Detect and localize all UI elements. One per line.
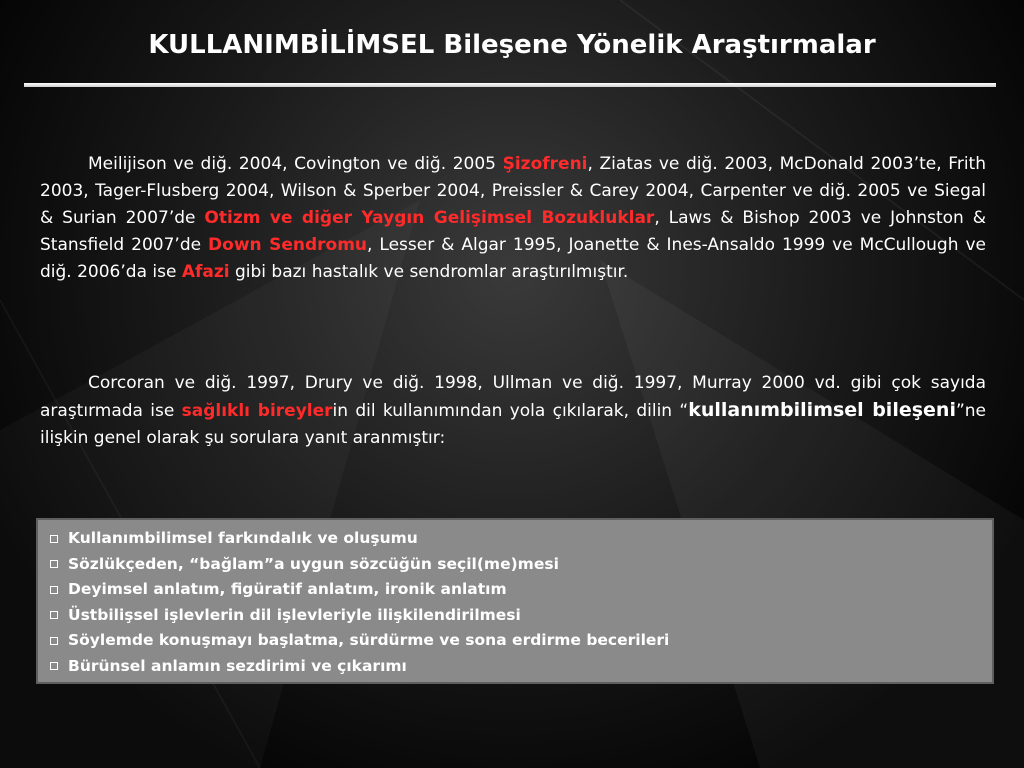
- paragraph-1-text-4: , Lesser & Algar 1995, Joanette & Ines-Ansaldo 1999 ve McCullough ve diğ. 2006’da ise: [40, 235, 986, 282]
- highlight-down-syndrome: Down Sendromu: [208, 235, 368, 255]
- list-item-text: Söylemde konuşmayı başlatma, sürdürme ve sona erdirme becerileri: [68, 631, 670, 649]
- square-bullet-icon: [50, 637, 58, 645]
- title-divider: [24, 83, 996, 87]
- research-questions-list: [48, 526, 982, 679]
- paragraph-1-text-2: , Ziatas ve diğ. 2003, McDonald 2003’te, Frith 2003, Tager-Flusberg 2004, Wilson & Sperber 2004, Preissler & Carey 2004, Carpenter ve diğ. 2005 ve Siegal & Surian 2007’de: [40, 154, 986, 228]
- emphasis-pragmatic-component: kullanımbilimsel bileşeni: [688, 399, 956, 421]
- square-bullet-icon: [50, 535, 58, 543]
- list-item: [48, 526, 982, 552]
- paragraph-2-text-3: ”ne ilişkin genel olarak şu sorulara yanıt aranmıştır:: [40, 401, 987, 448]
- list-item-text: Üstbilişsel işlevlerin dil işlevleriyle ilişkilendirilmesi: [68, 605, 521, 624]
- list-item: [48, 552, 982, 578]
- square-bullet-icon: [50, 560, 58, 568]
- square-bullet-icon: [50, 662, 58, 670]
- paragraph-2-text-2: in dil kullanımından yola çıkılarak, dilin “: [332, 401, 689, 421]
- paragraph-1-text-1: Meilijison ve diğ. 2004, Covington ve diğ. 2005: [88, 154, 503, 174]
- paragraph-1: [40, 151, 986, 286]
- square-bullet-icon: [50, 586, 58, 594]
- square-bullet-icon: [50, 611, 58, 619]
- highlight-autism: Otizm ve diğer Yaygın Gelişimsel Bozukluklar: [204, 208, 655, 228]
- list-item: [48, 603, 982, 629]
- list-item: [48, 628, 982, 654]
- slide-title: KULLANIMBİLİMSEL Bileşene Yönelik Araştırmalar: [148, 30, 876, 60]
- list-item: [48, 654, 982, 680]
- list-item-text: Bürünsel anlamın sezdirimi ve çıkarımı: [68, 656, 407, 675]
- list-item: [48, 577, 982, 603]
- list-item-text: Deyimsel anlatım, figüratif anlatım, ironik anlatım: [68, 580, 507, 598]
- paragraph-1-text-3: , Laws & Bishop 2003 ve Johnston & Stansfield 2007’de: [40, 208, 987, 255]
- paragraph-1-text-5: gibi bazı hastalık ve sendromlar araştırılmıştır.: [229, 262, 629, 282]
- list-item-text: Kullanımbilimsel farkındalık ve oluşumu: [68, 529, 418, 547]
- paragraph-2-text-1: Corcoran ve diğ. 1997, Drury ve diğ. 1998, Ullman ve diğ. 1997, Murray 2000 vd. gibi çok sayıda araştırmada ise: [40, 373, 986, 421]
- highlight-schizophrenia: Şizofreni: [502, 154, 588, 174]
- research-questions-box: [36, 518, 994, 684]
- paragraph-2: [40, 370, 986, 452]
- highlight-aphasia: Afazi: [181, 262, 230, 282]
- list-item-text: Sözlükçeden, “bağlam”a uygun sözcüğün seçil(me)mesi: [68, 554, 559, 573]
- highlight-healthy-individuals: sağlıklı bireyler: [181, 401, 333, 421]
